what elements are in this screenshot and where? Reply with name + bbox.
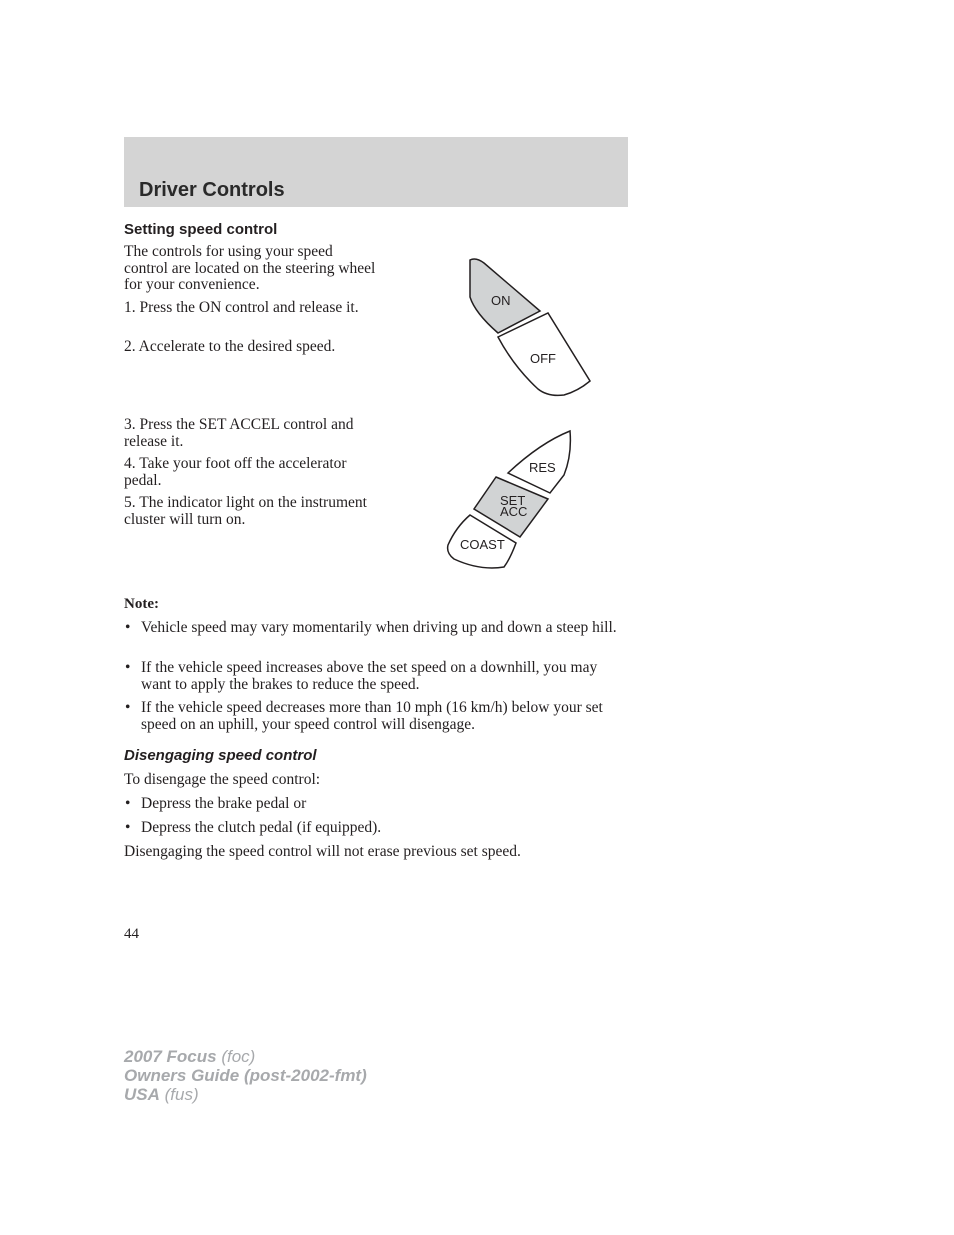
footer-region: USA (124, 1085, 160, 1104)
footer-guide: Owners Guide (post-2002-fmt) (124, 1066, 367, 1085)
note-label: Note: (124, 596, 159, 612)
section-title: Driver Controls (139, 179, 285, 201)
disengaging-heading: Disengaging speed control (124, 747, 317, 764)
step-4: 4. Take your foot off the accelerator pedal. (124, 455, 347, 489)
footer-line-2 (124, 1066, 367, 1085)
step-3: 3. Press the SET ACCEL control and release it. (124, 416, 354, 450)
step-1: 1. Press the ON control and release it. (124, 299, 359, 316)
disengage-bullet-2 (124, 820, 624, 837)
note-bullet-text: Vehicle speed may vary momentarily when driving up and down a steep hill. (141, 619, 617, 636)
res-label: RES (529, 460, 556, 475)
coast-label: COAST (460, 537, 505, 552)
note-bullet-3 (124, 700, 624, 733)
off-label: OFF (530, 351, 556, 366)
footer-model-code: (foc) (216, 1047, 256, 1066)
document-footer (124, 1047, 367, 1104)
note-bullet-text: If the vehicle speed increases above the set speed on a downhill, you may want to apply the brakes to reduce the speed. (141, 659, 598, 693)
disengaging-intro: To disengage the speed control: (124, 771, 321, 788)
disengage-bullet-1 (124, 796, 624, 813)
note-bullet-1 (124, 620, 624, 637)
section-header-band (124, 137, 628, 207)
note-bullet-text: If the vehicle speed decreases more than 10 mph (16 km/h) below your set speed on an uphill, your speed control will disengage. (141, 699, 603, 733)
bullet-dot: • (125, 659, 131, 676)
setting-speed-control-heading: Setting speed control (124, 221, 278, 238)
footer-line-1 (124, 1047, 367, 1066)
page-number: 44 (124, 926, 139, 942)
step-2: 2. Accelerate to the desired speed. (124, 338, 336, 355)
disengage-bullet-text: Depress the clutch pedal (if equipped). (141, 819, 382, 836)
bullet-dot: • (125, 699, 131, 716)
footer-model: 2007 Focus (124, 1047, 217, 1066)
bullet-dot: • (125, 619, 131, 636)
set-label: SET (500, 493, 526, 508)
footer-line-3 (124, 1085, 367, 1104)
bullet-dot: • (125, 795, 131, 812)
on-off-control-diagram (460, 255, 600, 405)
footer-region-code: (fus) (159, 1085, 199, 1104)
note-bullet-2 (124, 660, 624, 693)
setting-intro: The controls for using your speed control are located on the steering wheel for your convenience. (124, 243, 376, 293)
acc-label: ACC (500, 504, 528, 519)
on-label: ON (491, 293, 511, 308)
res-set-coast-control-diagram (440, 425, 585, 575)
disengage-bullet-text: Depress the brake pedal or (141, 795, 307, 812)
step-5: 5. The indicator light on the instrument cluster will turn on. (124, 494, 367, 528)
disengaging-closing: Disengaging the speed control will not erase previous set speed. (124, 843, 521, 860)
bullet-dot: • (125, 819, 131, 836)
